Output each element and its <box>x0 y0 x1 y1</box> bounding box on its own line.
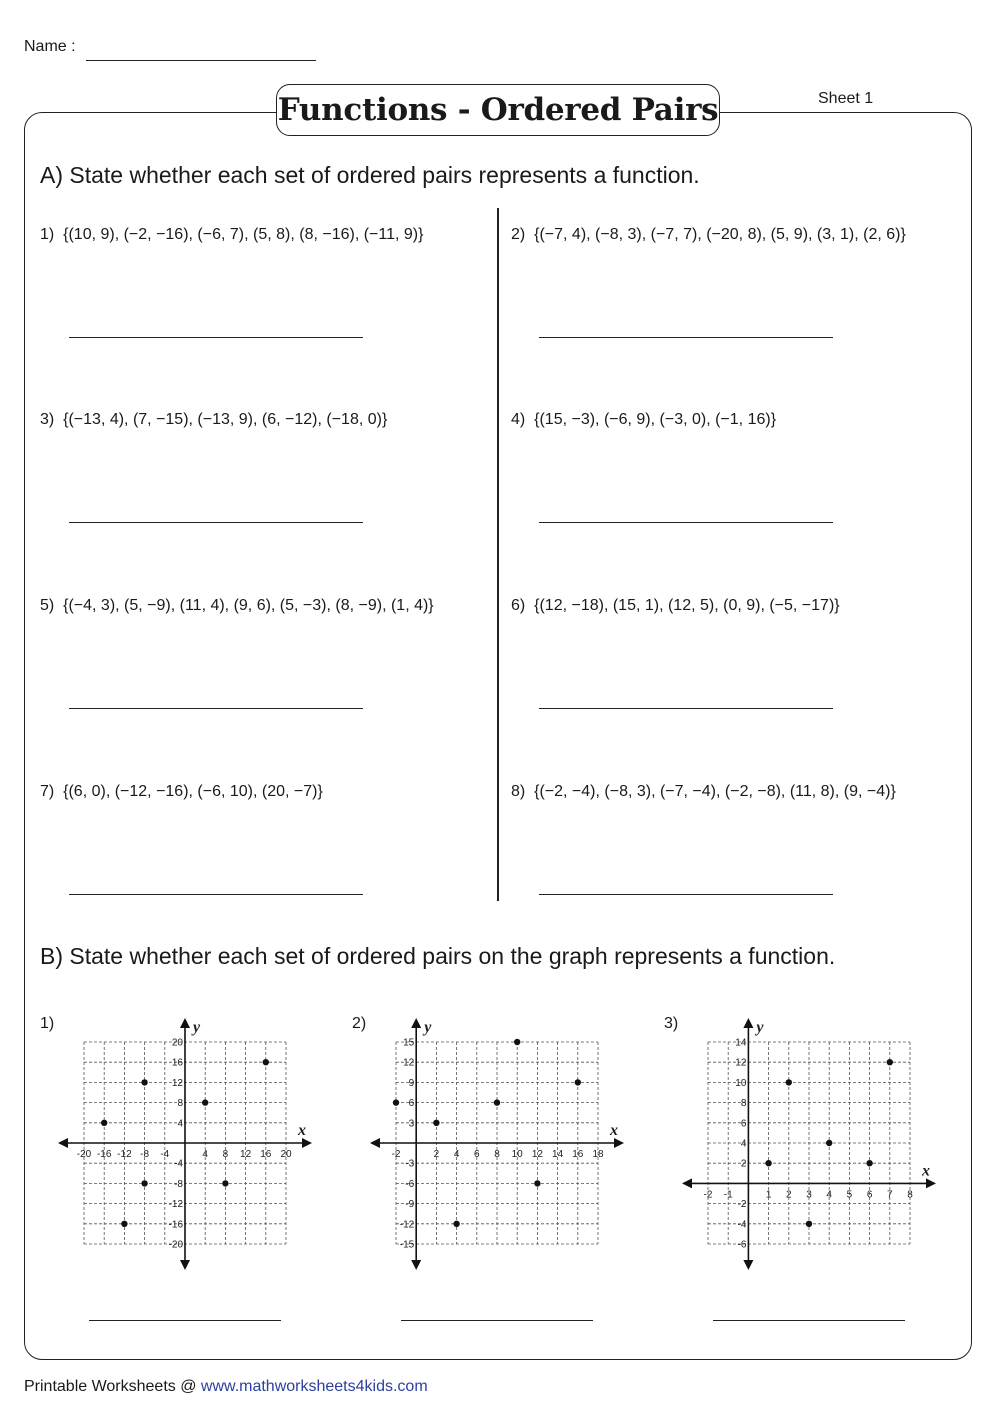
problem-7 <box>40 783 323 801</box>
x-tick-label: 3 <box>806 1189 812 1201</box>
answer-line-8[interactable] <box>539 894 833 895</box>
answer-line-2[interactable] <box>539 337 833 338</box>
section-a-heading: A) State whether each set of ordered pairs represents a function. <box>40 162 700 188</box>
x-tick-label: -12 <box>117 1149 132 1160</box>
answer-line-5[interactable] <box>69 708 363 709</box>
footer-link[interactable]: www.mathworksheets4kids.com <box>200 1378 428 1395</box>
x-tick-label: -1 <box>723 1189 733 1201</box>
problem-number: 7) <box>40 783 55 800</box>
y-tick-label: 15 <box>403 1037 415 1049</box>
x-tick-label: 4 <box>453 1149 460 1160</box>
answer-line-7[interactable] <box>69 894 363 895</box>
grid <box>708 1042 910 1244</box>
problem-text: {(−4, 3), (5, −9), (11, 4), (9, 6), (5, −3), (8, −9), (1, 4)} <box>63 597 434 614</box>
x-axis-arrow-right <box>926 1178 936 1188</box>
x-tick-label: 10 <box>511 1149 523 1160</box>
x-tick-label: 5 <box>846 1189 853 1201</box>
graph-number-3: 3) <box>664 1015 679 1032</box>
data-point <box>121 1221 127 1227</box>
data-point <box>141 1079 147 1085</box>
y-axis-arrow-up <box>743 1018 753 1028</box>
footer-prefix: Printable Worksheets @ <box>24 1378 201 1395</box>
x-tick-label: -20 <box>76 1149 92 1160</box>
y-tick-label: -3 <box>405 1158 415 1170</box>
y-tick-label: 10 <box>735 1077 747 1089</box>
x-tick-label: -8 <box>140 1149 150 1160</box>
problem-number: 4) <box>511 411 526 428</box>
x-tick-label: 16 <box>572 1149 584 1160</box>
problem-text: {(15, −3), (−6, 9), (−3, 0), (−1, 16)} <box>534 411 777 428</box>
y-tick-label: 20 <box>171 1037 183 1049</box>
data-point <box>765 1160 771 1166</box>
column-divider <box>497 208 499 901</box>
data-point <box>534 1180 540 1186</box>
y-axis-arrow-up <box>180 1018 190 1028</box>
page-title: Functions - Ordered Pairs <box>276 84 720 136</box>
y-tick-label: -6 <box>405 1178 415 1190</box>
y-tick-label: 8 <box>740 1098 747 1110</box>
y-tick-label: -12 <box>168 1199 183 1211</box>
y-tick-label: 6 <box>408 1098 415 1110</box>
x-axis-label: x <box>922 1162 930 1180</box>
y-axis-arrow-up <box>411 1018 421 1028</box>
data-point <box>222 1180 228 1186</box>
data-point <box>575 1079 581 1085</box>
problem-text: {(10, 9), (−2, −16), (−6, 7), (5, 8), (8, −16), (−11, 9)} <box>63 226 424 243</box>
data-point <box>826 1140 832 1146</box>
data-point <box>141 1180 147 1186</box>
data-point <box>202 1099 208 1105</box>
x-tick-label: 14 <box>552 1149 564 1160</box>
coordinate-graph-1 <box>56 1012 320 1274</box>
x-tick-label: 8 <box>494 1149 500 1160</box>
y-tick-label: 3 <box>408 1118 415 1130</box>
problem-5 <box>40 597 434 615</box>
graph-number-1: 1) <box>40 1015 55 1032</box>
x-tick-label: -16 <box>96 1149 112 1160</box>
y-tick-label: -6 <box>737 1239 747 1251</box>
data-point <box>514 1039 520 1045</box>
data-point <box>433 1120 439 1126</box>
sheet-label: Sheet 1 <box>818 90 874 107</box>
x-tick-label: 4 <box>202 1149 208 1160</box>
problem-number: 3) <box>40 411 55 428</box>
x-tick-label: -2 <box>391 1149 401 1160</box>
graph-answer-line-1[interactable] <box>89 1320 281 1321</box>
answer-line-6[interactable] <box>539 708 833 709</box>
y-tick-label: 2 <box>740 1158 747 1170</box>
y-tick-label: -2 <box>737 1199 747 1211</box>
data-point <box>887 1059 893 1065</box>
problem-text: {(12, −18), (15, 1), (12, 5), (0, 9), (−5, −17)} <box>534 597 840 614</box>
graph-answer-line-2[interactable] <box>401 1320 593 1321</box>
y-tick-label: 16 <box>171 1057 183 1069</box>
x-axis-arrow-right <box>302 1138 312 1148</box>
y-tick-label: 8 <box>177 1098 183 1110</box>
x-tick-label: 18 <box>592 1149 604 1160</box>
y-tick-label: -15 <box>399 1239 415 1251</box>
problem-text: {(−13, 4), (7, −15), (−13, 9), (6, −12), (−18, 0)} <box>63 411 388 428</box>
graph-number-2: 2) <box>352 1015 367 1032</box>
x-tick-label: -4 <box>160 1149 170 1160</box>
answer-line-3[interactable] <box>69 522 363 523</box>
data-point <box>453 1221 459 1227</box>
y-tick-label: -16 <box>168 1219 183 1231</box>
y-tick-label: -4 <box>737 1219 747 1231</box>
x-tick-label: 4 <box>826 1189 832 1201</box>
x-axis-arrow-right <box>614 1138 624 1148</box>
x-axis-label: x <box>298 1122 306 1139</box>
footer <box>24 1378 428 1396</box>
y-tick-label: 9 <box>408 1077 415 1089</box>
y-tick-label: 4 <box>177 1118 183 1130</box>
y-tick-label: -8 <box>174 1178 183 1190</box>
x-tick-label: 2 <box>433 1149 440 1160</box>
x-axis-arrow-left <box>682 1178 692 1188</box>
x-tick-label: 12 <box>240 1149 252 1160</box>
x-tick-label: 16 <box>260 1149 272 1160</box>
x-axis-label: x <box>610 1122 618 1139</box>
x-tick-label: 8 <box>907 1189 913 1201</box>
data-point <box>393 1099 399 1105</box>
problem-2 <box>511 226 906 244</box>
problem-4 <box>511 411 776 429</box>
y-tick-label: 12 <box>171 1077 183 1089</box>
x-tick-label: 8 <box>222 1149 229 1160</box>
y-tick-label: -20 <box>168 1239 183 1251</box>
y-tick-label: 12 <box>403 1057 415 1069</box>
answer-line-1[interactable] <box>69 337 363 338</box>
name-label: Name : <box>24 38 76 55</box>
x-axis-arrow-left <box>58 1138 68 1148</box>
data-point <box>494 1099 500 1105</box>
problem-1 <box>40 226 423 244</box>
x-tick-label: -2 <box>703 1189 713 1201</box>
problem-6 <box>511 597 840 615</box>
y-axis-label: y <box>424 1019 432 1036</box>
y-tick-label: 4 <box>740 1138 747 1150</box>
x-tick-label: 7 <box>887 1189 893 1201</box>
y-tick-label: -12 <box>399 1219 415 1231</box>
answer-line-4[interactable] <box>539 522 833 523</box>
y-tick-label: 14 <box>735 1037 747 1049</box>
data-point <box>101 1120 107 1126</box>
y-axis-label: y <box>756 1019 764 1036</box>
y-tick-label: -9 <box>405 1199 415 1211</box>
y-tick-label: 12 <box>735 1057 747 1069</box>
data-point <box>866 1160 872 1166</box>
name-input-line[interactable] <box>86 60 316 61</box>
problem-number: 8) <box>511 783 526 800</box>
y-axis-arrow-down <box>743 1260 753 1270</box>
y-axis-label: y <box>193 1019 201 1036</box>
coordinate-graph-3 <box>680 1012 944 1274</box>
problem-number: 5) <box>40 597 55 614</box>
x-tick-label: 6 <box>474 1149 480 1160</box>
y-tick-label: -4 <box>174 1158 183 1170</box>
x-tick-label: 12 <box>531 1149 543 1160</box>
y-axis-arrow-down <box>411 1260 421 1270</box>
y-axis-arrow-down <box>180 1260 190 1270</box>
x-axis-arrow-left <box>370 1138 380 1148</box>
problem-text: {(6, 0), (−12, −16), (−6, 10), (20, −7)} <box>63 783 323 800</box>
data-point <box>263 1059 269 1065</box>
problem-8 <box>511 783 896 801</box>
section-b-heading: B) State whether each set of ordered pairs on the graph represents a function. <box>40 943 836 969</box>
y-tick-label: 6 <box>740 1118 747 1130</box>
coordinate-graph-2 <box>368 1012 632 1274</box>
data-point <box>806 1221 812 1227</box>
problem-text: {(−2, −4), (−8, 3), (−7, −4), (−2, −8), (11, 8), (9, −4)} <box>534 783 896 800</box>
problem-number: 6) <box>511 597 526 614</box>
problem-number: 2) <box>511 226 526 243</box>
x-tick-label: 20 <box>280 1149 292 1160</box>
problem-3 <box>40 411 387 429</box>
data-point <box>786 1079 792 1085</box>
x-tick-label: 1 <box>765 1189 772 1201</box>
graph-answer-line-3[interactable] <box>713 1320 905 1321</box>
problem-number: 1) <box>40 226 55 243</box>
problem-text: {(−7, 4), (−8, 3), (−7, 7), (−20, 8), (5, 9), (3, 1), (2, 6)} <box>534 226 906 243</box>
x-tick-label: 2 <box>786 1189 792 1201</box>
x-tick-label: 6 <box>866 1189 873 1201</box>
